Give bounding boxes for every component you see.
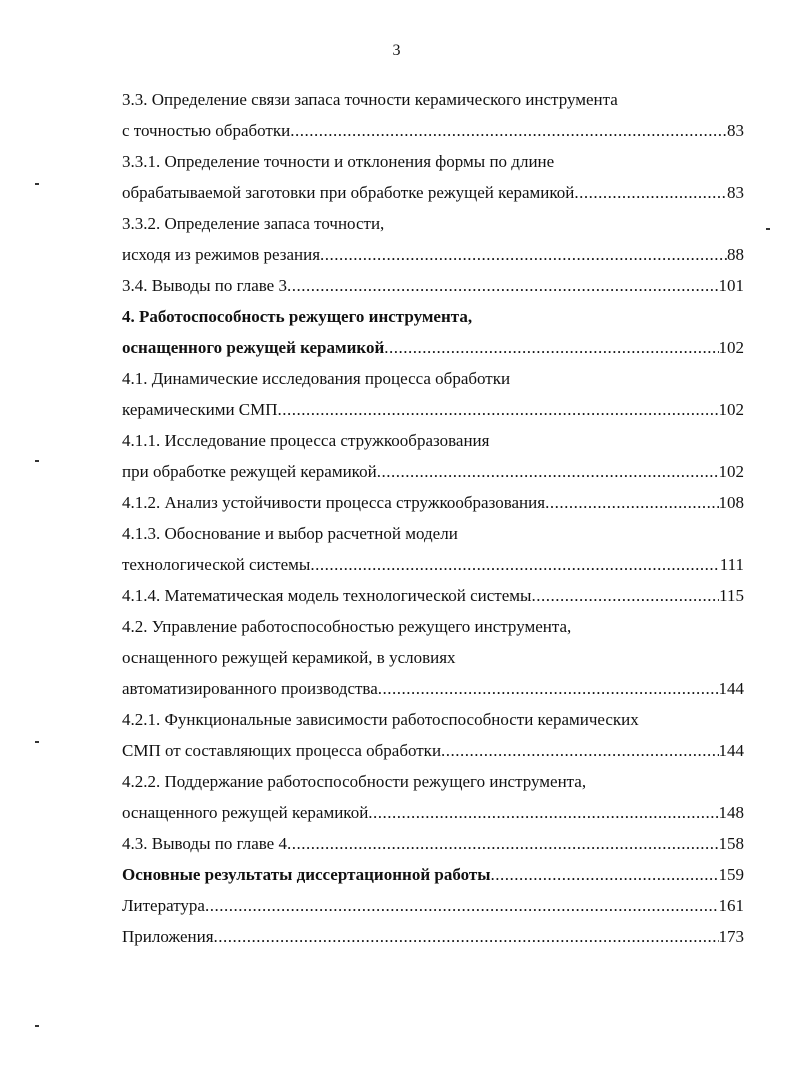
toc-entry-text: 4.1.4. Математическая модель технологической системы xyxy=(122,586,532,605)
toc-line xyxy=(122,428,744,459)
dot-leader xyxy=(574,180,727,205)
dot-leader xyxy=(377,459,719,484)
toc-entry-text: оснащенного режущей керамикой xyxy=(122,803,369,822)
scan-speck xyxy=(766,228,770,230)
toc-line xyxy=(122,87,744,118)
toc-line xyxy=(122,490,744,521)
toc-entry-text: автоматизированного производства xyxy=(122,679,378,698)
toc-page-number: 115 xyxy=(719,586,744,605)
dot-leader xyxy=(368,800,718,825)
toc-page-number: 159 xyxy=(718,865,744,884)
toc-page-number: 101 xyxy=(718,276,744,295)
toc-entry-text: 3.3.1. Определение точности и отклонения формы по длине xyxy=(122,152,555,171)
dot-leader xyxy=(384,335,718,360)
dot-leader xyxy=(531,583,719,608)
toc-entry-text: 4.1. Динамические исследования процесса обработки xyxy=(122,369,511,388)
toc-entry-text: 3.3. Определение связи запаса точности керамического инструмента xyxy=(122,90,618,109)
toc-line xyxy=(122,645,744,676)
dot-leader xyxy=(545,490,718,515)
dot-leader xyxy=(310,552,719,577)
toc-line xyxy=(122,614,744,645)
toc-line xyxy=(122,676,744,707)
page-number: 3 xyxy=(392,42,401,59)
scan-speck xyxy=(35,183,39,185)
toc-page-number: 144 xyxy=(718,679,744,698)
toc-entry-text: 4.2.1. Функциональные зависимости работоспособности керамических xyxy=(122,710,639,729)
toc-line xyxy=(122,552,744,583)
table-of-contents xyxy=(122,87,744,955)
toc-line xyxy=(122,149,744,180)
toc-page-number: 158 xyxy=(718,834,744,853)
toc-line xyxy=(122,366,744,397)
dot-leader xyxy=(441,738,718,763)
toc-entry-text: 4.2.2. Поддержание работоспособности режущего инструмента, xyxy=(122,772,587,791)
toc-page-number: 83 xyxy=(727,183,744,202)
toc-entry-text: исходя из режимов резания xyxy=(122,245,321,264)
toc-entry-text: оснащенного режущей керамикой, в условиях xyxy=(122,648,456,667)
toc-entry-text: керамическими СМП xyxy=(122,400,278,419)
dot-leader xyxy=(214,924,719,949)
toc-line xyxy=(122,893,744,924)
toc-page-number: 111 xyxy=(719,555,744,574)
toc-entry-text: СМП от составляющих процесса обработки xyxy=(122,741,442,760)
toc-page-number: 102 xyxy=(718,400,744,419)
toc-entry-text: 3.4. Выводы по главе 3 xyxy=(122,276,287,295)
toc-line xyxy=(122,862,744,893)
toc-entry-text: с точностью обработки xyxy=(122,121,291,140)
toc-page-number: 108 xyxy=(718,493,744,512)
toc-entry-text: оснащенного режущей керамикой xyxy=(122,338,385,357)
toc-page-number: 161 xyxy=(718,896,744,915)
toc-entry-text: 4.3. Выводы по главе 4 xyxy=(122,834,287,853)
toc-page-number: 148 xyxy=(718,803,744,822)
toc-line xyxy=(122,459,744,490)
toc-page-number: 144 xyxy=(718,741,744,760)
toc-line xyxy=(122,738,744,769)
dot-leader xyxy=(378,676,719,701)
toc-line xyxy=(122,118,744,149)
toc-entry-text: Приложения xyxy=(122,927,214,946)
toc-entry-text: при обработке режущей керамикой xyxy=(122,462,377,481)
dot-leader xyxy=(287,273,719,298)
toc-page-number: 102 xyxy=(718,338,744,357)
toc-line xyxy=(122,521,744,552)
scan-speck xyxy=(35,1025,39,1027)
toc-line xyxy=(122,273,744,304)
toc-entry-text: обрабатываемой заготовки при обработке режущей керамикой xyxy=(122,183,575,202)
toc-entry-text: 3.3.2. Определение запаса точности, xyxy=(122,214,385,233)
dot-leader xyxy=(278,397,719,422)
toc-line xyxy=(122,583,744,614)
toc-entry-text: Основные результаты диссертационной работы xyxy=(122,865,491,884)
toc-line xyxy=(122,707,744,738)
toc-entry-text: 4. Работоспособность режущего инструмента, xyxy=(122,307,473,326)
toc-line xyxy=(122,924,744,955)
toc-entry-text: 4.1.3. Обоснование и выбор расчетной модели xyxy=(122,524,458,543)
toc-page-number: 173 xyxy=(718,927,744,946)
toc-line xyxy=(122,800,744,831)
scan-speck xyxy=(35,741,39,743)
toc-line xyxy=(122,304,744,335)
toc-page-number: 102 xyxy=(718,462,744,481)
toc-line xyxy=(122,769,744,800)
toc-page-number: 83 xyxy=(727,121,744,140)
toc-line xyxy=(122,831,744,862)
toc-line xyxy=(122,180,744,211)
toc-line xyxy=(122,211,744,242)
toc-entry-text: 4.1.2. Анализ устойчивости процесса стружкообразования xyxy=(122,493,546,512)
toc-entry-text: 4.1.1. Исследование процесса стружкообразования xyxy=(122,431,490,450)
toc-page-number: 88 xyxy=(727,245,744,264)
dot-leader xyxy=(320,242,727,267)
toc-entry-text: Литература xyxy=(122,896,205,915)
scan-speck xyxy=(35,460,39,462)
dot-leader xyxy=(287,831,719,856)
dot-leader xyxy=(205,893,719,918)
toc-line xyxy=(122,397,744,428)
dot-leader xyxy=(491,862,719,887)
toc-line xyxy=(122,242,744,273)
toc-line xyxy=(122,335,744,366)
dot-leader xyxy=(290,118,727,143)
toc-entry-text: технологической системы xyxy=(122,555,311,574)
toc-entry-text: 4.2. Управление работоспособностью режущего инструмента, xyxy=(122,617,572,636)
